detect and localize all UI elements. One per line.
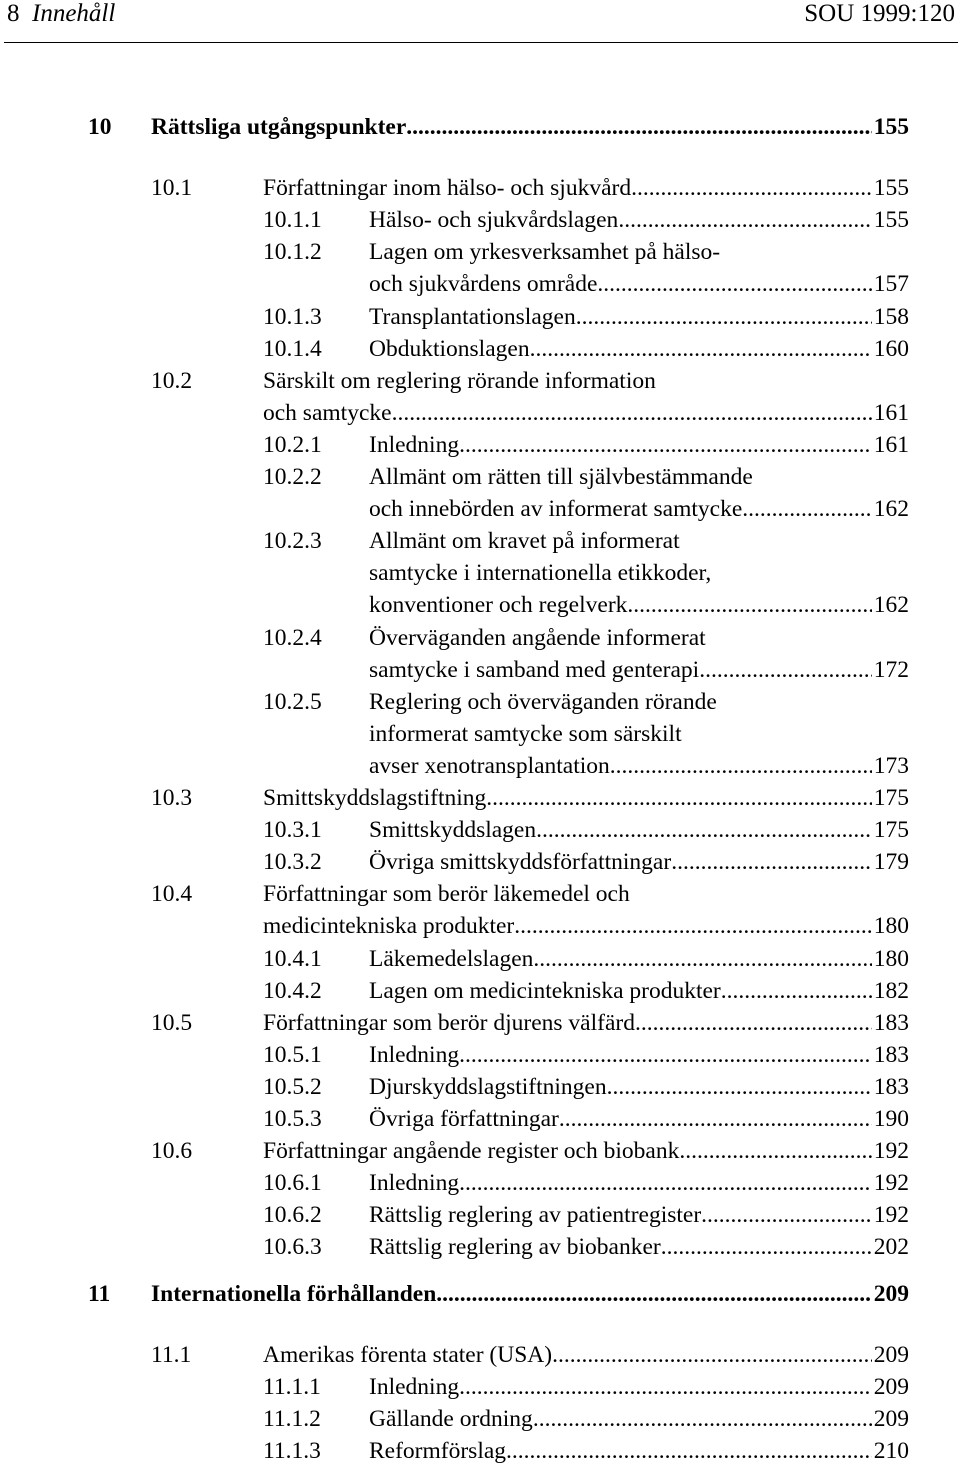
toc-entry-page-number: 210 [873, 1437, 909, 1464]
toc-entry-title: Allmänt om kravet på informerat [369, 528, 680, 555]
page-number: 8 [7, 0, 20, 27]
toc-entry[interactable] [0, 783, 960, 813]
toc-entry-page-number: 155 [873, 114, 909, 140]
toc-entry[interactable] [0, 302, 960, 332]
toc-entry[interactable] [0, 976, 960, 1006]
toc-entry-title: Författningar inom hälso- och sjukvård [263, 175, 632, 202]
toc-entry-number: 10.1 [151, 175, 193, 202]
toc-entry-page-number: 183 [873, 1073, 909, 1100]
toc-entry-leader-line [369, 815, 909, 845]
toc-entry[interactable] [0, 366, 960, 396]
toc-entry-title: avser xenotransplantation [369, 752, 610, 779]
toc-entry-title: Internationella förhållanden [151, 1280, 437, 1307]
toc-entry[interactable] [0, 1436, 960, 1466]
toc-entry-number: 10.3.1 [263, 817, 322, 844]
toc-entry-page-number: 161 [873, 399, 909, 426]
toc-entry-title: Smittskyddslagstiftning [263, 785, 487, 811]
dot-leader [506, 1436, 872, 1466]
toc-entry-leader-line [263, 1340, 909, 1370]
toc-entry-title: Övriga författningar [369, 1106, 559, 1132]
dot-leader [661, 1232, 872, 1262]
dot-leader [699, 655, 872, 685]
dot-leader [635, 1008, 872, 1038]
dot-leader [514, 911, 872, 941]
toc-entry[interactable] [0, 173, 960, 203]
toc-entry[interactable] [0, 1372, 960, 1402]
toc-entry-leader-line [369, 1372, 909, 1402]
toc-entry-leader-line [263, 911, 909, 941]
toc-entry-leader-line [369, 1436, 909, 1466]
toc-entry[interactable] [0, 847, 960, 877]
toc-entry-number: 10.1.4 [263, 335, 322, 362]
toc-entry-number: 10.5 [151, 1009, 193, 1036]
dot-leader [533, 1404, 872, 1434]
toc-entry-continuation[interactable] [0, 398, 960, 428]
toc-entry-leader-line [369, 944, 909, 974]
toc-entry-title: Inledning [369, 1041, 460, 1068]
toc-entry[interactable] [0, 237, 960, 267]
toc-entry-title: Inledning [369, 1373, 460, 1400]
dot-leader [530, 334, 872, 364]
toc-entry[interactable] [0, 112, 960, 142]
toc-entry-title: konventioner och regelverk [369, 592, 628, 619]
toc-entry-title: medicintekniska produkter [263, 913, 515, 940]
dot-leader [436, 1279, 871, 1309]
toc-entry[interactable] [0, 205, 960, 235]
toc-entry[interactable] [0, 815, 960, 845]
toc-entry-title: samtycke i samband med genterapi [369, 656, 700, 683]
toc-entry[interactable] [0, 1008, 960, 1038]
dot-leader [701, 1200, 872, 1230]
toc-entry-leader-line [369, 430, 909, 460]
dot-leader [459, 430, 872, 460]
toc-entry-number: 10.6.3 [263, 1234, 322, 1261]
toc-entry-page-number: 155 [873, 175, 909, 202]
toc-entry-number: 10.2.3 [263, 528, 322, 555]
toc-entry-title: samtycke i internationella etikkoder, [369, 560, 712, 587]
toc-entry-leader-line [151, 112, 909, 142]
document-reference: SOU 1999:120 [804, 0, 955, 27]
dot-leader [576, 302, 872, 332]
toc-entry-page-number: 209 [873, 1280, 909, 1307]
dot-leader [671, 847, 872, 877]
toc-entry-leader-line [369, 1168, 909, 1198]
dot-leader [392, 398, 872, 428]
dot-leader [610, 751, 872, 781]
toc-entry-page-number: 161 [873, 431, 909, 458]
toc-entry-title: Smittskyddslagen [369, 817, 537, 844]
toc-entry-number: 10.2.4 [263, 624, 322, 651]
toc-entry[interactable] [0, 944, 960, 974]
toc-entry-title: Allmänt om rätten till självbestämmande [369, 464, 753, 490]
toc-entry[interactable] [0, 1168, 960, 1198]
header-rule [4, 42, 958, 43]
toc-entry-page-number: 209 [873, 1341, 909, 1368]
toc-entry-number: 10.2.1 [263, 431, 322, 458]
toc-entry-number: 10.4 [151, 881, 193, 908]
toc-entry-number: 10.6.2 [263, 1202, 322, 1229]
toc-entry-number: 11.1.3 [263, 1437, 321, 1464]
toc-entry-leader-line [369, 847, 909, 877]
toc-entry-number: 11 [88, 1280, 111, 1307]
dot-leader [742, 494, 872, 524]
toc-entry-page-number: 158 [873, 303, 909, 330]
toc-entry-page-number: 175 [873, 785, 909, 811]
toc-entry-continuation[interactable] [0, 590, 960, 620]
toc-entry-leader-line [369, 334, 909, 364]
toc-entry-number: 10.1.2 [263, 239, 322, 266]
toc-entry-leader-line [369, 590, 909, 620]
toc-entry[interactable] [0, 687, 960, 717]
toc-entry-title: Gällande ordning [369, 1405, 533, 1432]
toc-entry-leader-line [369, 751, 909, 781]
toc-entry[interactable] [0, 1200, 960, 1230]
toc-entry-page-number: 173 [873, 752, 909, 779]
toc-entry-title: och samtycke [263, 399, 392, 426]
toc-entry[interactable] [0, 1279, 960, 1309]
toc-entry-title: Lagen om medicintekniska produkter [369, 977, 721, 1004]
toc-entry-title: Författningar som berör läkemedel och [263, 881, 630, 908]
toc-entry-leader-line [263, 1136, 909, 1166]
toc-entry-number: 10.2.2 [263, 464, 322, 490]
toc-entry[interactable] [0, 526, 960, 556]
toc-entry-page-number: 192 [873, 1138, 909, 1165]
toc-entry-title: Lagen om yrkesverksamhet på hälso- [369, 239, 721, 266]
toc-entry-page-number: 155 [873, 207, 909, 234]
dot-leader [631, 173, 872, 203]
toc-entry-leader-line [369, 655, 909, 685]
toc-entry-number: 10.5.2 [263, 1073, 322, 1100]
toc-entry-title: Amerikas förenta stater (USA) [263, 1341, 553, 1368]
toc-entry-leader-line [369, 269, 909, 299]
dot-leader [459, 1040, 872, 1070]
toc-entry-page-number: 192 [873, 1170, 909, 1197]
toc-entry[interactable] [0, 462, 960, 492]
toc-entry-leader-line [369, 1072, 909, 1102]
toc-entry-title: Läkemedelslagen [369, 945, 534, 972]
dot-leader [406, 112, 871, 142]
toc-entry-leader-line [263, 783, 909, 813]
toc-entry-leader-line [369, 976, 909, 1006]
toc-entry-leader-line [151, 1279, 909, 1309]
toc-entry-number: 10.3.2 [263, 849, 322, 876]
toc-entry-continuation[interactable] [0, 911, 960, 941]
toc-entry-leader-line [369, 1040, 909, 1070]
toc-entry-title: Djurskyddslagstiftningen [369, 1073, 607, 1100]
toc-entry-page-number: 209 [873, 1373, 909, 1400]
toc-entry-page-number: 180 [873, 913, 909, 940]
dot-leader [618, 205, 871, 235]
toc-entry-page-number: 157 [873, 271, 909, 298]
toc-entry-number: 10.1.3 [263, 303, 322, 330]
toc-entry-number: 10.4.2 [263, 977, 322, 1004]
toc-entry-title: Hälso- och sjukvårdslagen [369, 207, 619, 234]
toc-entry-continuation[interactable] [0, 558, 960, 588]
toc-entry-leader-line [369, 205, 909, 235]
toc-entry[interactable] [0, 1232, 960, 1262]
dot-leader [559, 1104, 872, 1134]
toc-entry-title: informerat samtycke som särskilt [369, 720, 682, 747]
toc-entry-number: 10.6 [151, 1138, 193, 1165]
toc-entry-continuation[interactable] [0, 751, 960, 781]
toc-entry-continuation[interactable] [0, 269, 960, 299]
toc-entry-page-number: 160 [873, 335, 909, 362]
toc-entry-page-number: 202 [873, 1234, 909, 1261]
toc-entry-title: och sjukvårdens område [369, 271, 598, 298]
toc-entry-page-number: 190 [873, 1106, 909, 1132]
toc-entry-title: Rättslig reglering av patientregister [369, 1202, 702, 1229]
toc-entry-leader-line [369, 1104, 909, 1134]
toc-entry-number: 10.2.5 [263, 688, 322, 715]
toc-entry-leader-line [369, 302, 909, 332]
toc-entry-title: Rättsliga utgångspunkter [151, 114, 407, 140]
toc-entry-page-number: 175 [873, 817, 909, 844]
toc-entry-continuation[interactable] [0, 655, 960, 685]
toc-entry-page-number: 180 [873, 945, 909, 972]
toc-entry[interactable] [0, 879, 960, 909]
toc-entry-title: Författningar som berör djurens välfärd [263, 1009, 635, 1036]
toc-entry-number: 10.2 [151, 367, 193, 394]
toc-entry[interactable] [0, 1104, 960, 1134]
toc-entry-title: Författningar angående register och biobank [263, 1138, 680, 1165]
toc-entry-title: Reglering och överväganden rörande [369, 688, 717, 715]
toc-entry[interactable] [0, 1404, 960, 1434]
toc-entry-page-number: 179 [873, 849, 909, 876]
toc-entry-title: Övriga smittskyddsförfattningar [369, 849, 672, 876]
toc-entry-title: Särskilt om reglering rörande information [263, 367, 656, 394]
dot-leader [536, 815, 872, 845]
toc-entry-page-number: 162 [873, 592, 909, 619]
toc-entry-number: 10.6.1 [263, 1170, 322, 1197]
toc-entry-number: 11.1.2 [263, 1405, 321, 1432]
toc-entry-number: 10.5.3 [263, 1106, 322, 1132]
toc-entry-number: 11.1.1 [263, 1373, 321, 1400]
toc-entry-page-number: 209 [873, 1405, 909, 1432]
dot-leader [552, 1340, 872, 1370]
toc-entry-leader-line [263, 173, 909, 203]
toc-entry-continuation[interactable] [0, 719, 960, 749]
toc-entry-title: Rättslig reglering av biobanker [369, 1234, 661, 1261]
toc-entry-leader-line [369, 1200, 909, 1230]
toc-entry-number: 11.1 [151, 1341, 192, 1368]
dot-leader [607, 1072, 872, 1102]
toc-entry-title: Inledning [369, 431, 460, 458]
toc-entry-leader-line [369, 1232, 909, 1262]
page-header [0, 0, 960, 44]
toc-entry-page-number: 162 [873, 496, 909, 523]
dot-leader [679, 1136, 871, 1166]
toc-entry[interactable] [0, 1072, 960, 1102]
toc-entry-title: och innebörden av informerat samtycke [369, 496, 743, 523]
toc-entry-title: Inledning [369, 1170, 460, 1197]
toc-entry-title: Reformförslag [369, 1437, 507, 1464]
toc-entry-title: Obduktionslagen [369, 335, 530, 362]
toc-entry[interactable] [0, 334, 960, 364]
toc-entry-number: 10.3 [151, 785, 193, 811]
dot-leader [721, 976, 872, 1006]
toc-entry-title: Transplantationslagen [369, 303, 576, 330]
toc-entry-page-number: 172 [873, 656, 909, 683]
toc-entry-page-number: 182 [873, 977, 909, 1004]
toc-entry-number: 10.5.1 [263, 1041, 322, 1068]
toc-entry-leader-line [263, 1008, 909, 1038]
toc-entry[interactable] [0, 1340, 960, 1370]
toc-entry[interactable] [0, 623, 960, 653]
toc-entry-page-number: 183 [873, 1041, 909, 1068]
toc-entry[interactable] [0, 1040, 960, 1070]
toc-entry-leader-line [369, 494, 909, 524]
toc-entry-page-number: 192 [873, 1202, 909, 1229]
toc-entry[interactable] [0, 1136, 960, 1166]
dot-leader [627, 590, 871, 620]
section-title: Innehåll [32, 0, 116, 27]
toc-entry-page-number: 183 [873, 1009, 909, 1036]
toc-entry-number: 10.4.1 [263, 945, 322, 972]
dot-leader [459, 1372, 872, 1402]
dot-leader [459, 1168, 872, 1198]
toc-entry[interactable] [0, 430, 960, 460]
dot-leader [533, 944, 871, 974]
dot-leader [486, 783, 871, 813]
toc-entry-leader-line [369, 1404, 909, 1434]
toc-entry-title: Överväganden angående informerat [369, 624, 706, 651]
toc-entry-number: 10 [88, 114, 112, 140]
toc-entry-continuation[interactable] [0, 494, 960, 524]
toc-entry-leader-line [263, 398, 909, 428]
dot-leader [597, 269, 871, 299]
toc-entry-number: 10.1.1 [263, 207, 322, 234]
